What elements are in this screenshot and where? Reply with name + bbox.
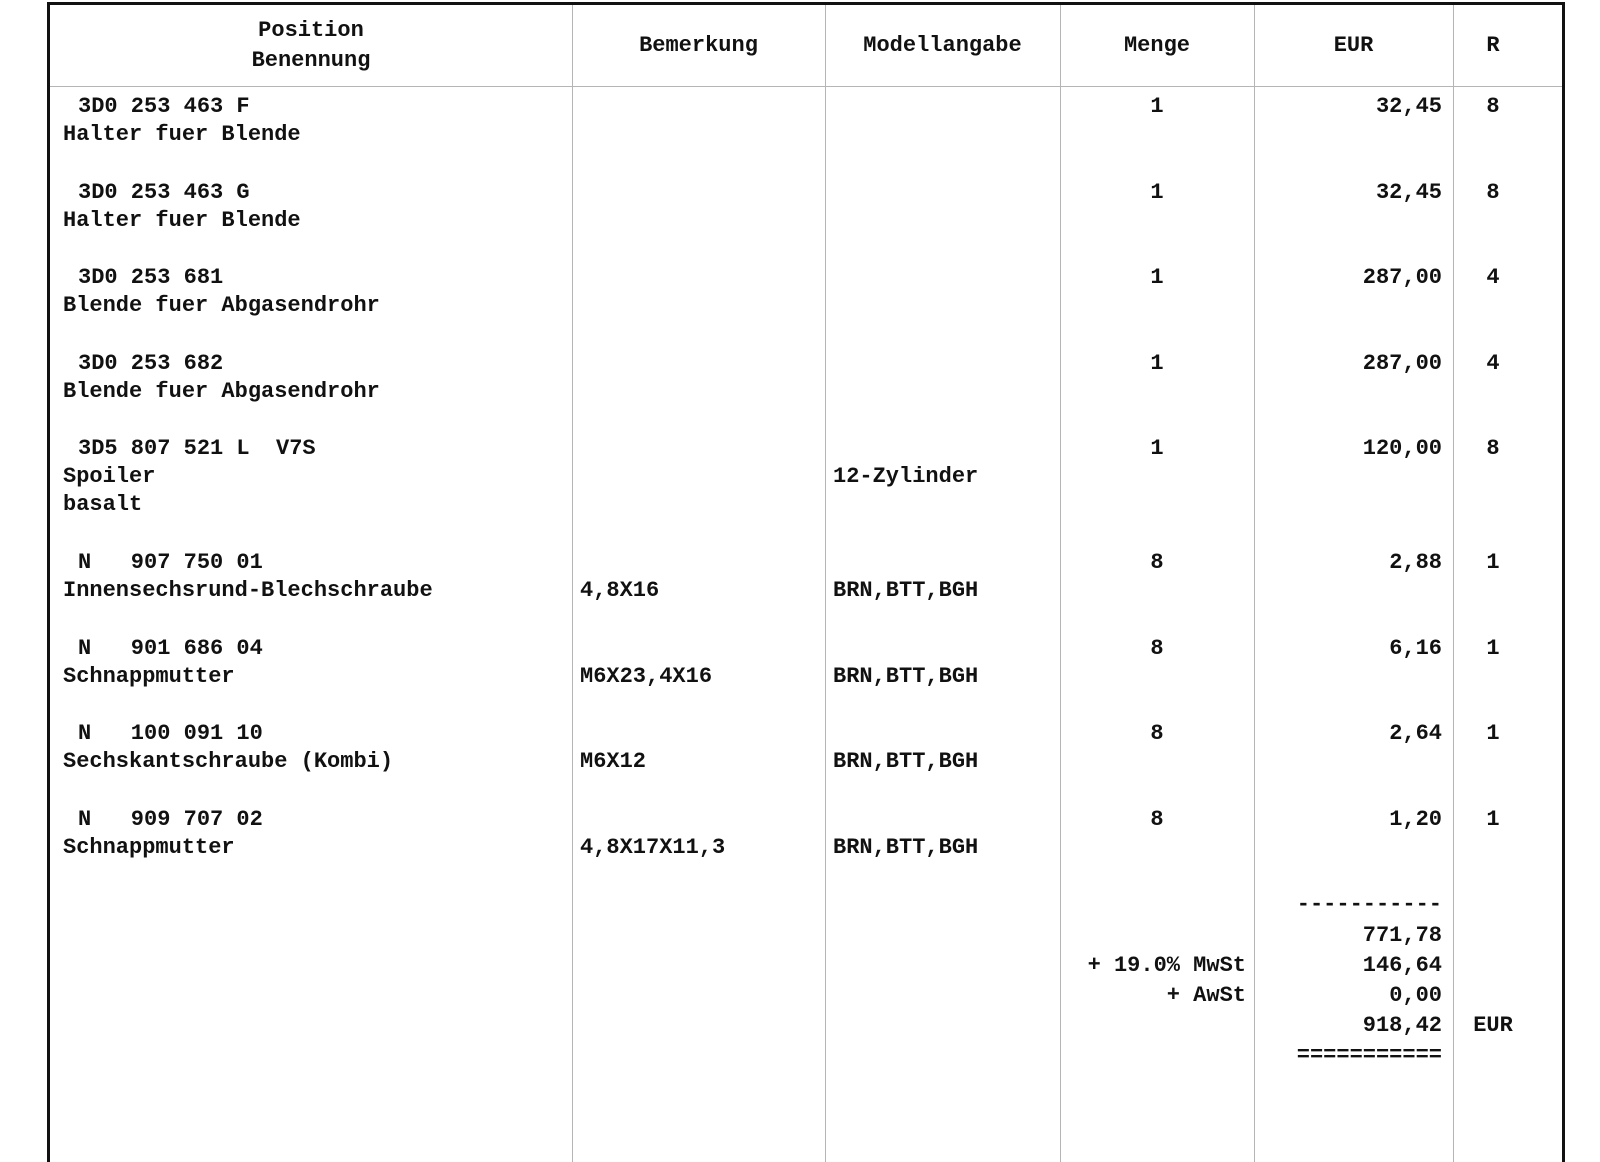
price: 6,16 — [1389, 636, 1442, 661]
r-code: 1 — [1486, 721, 1500, 746]
remark: M6X23,4X16 — [580, 664, 713, 689]
r-code: 8 — [1486, 180, 1500, 205]
awst-label: + AwSt — [1166, 983, 1246, 1008]
model-info: BRN,BTT,BGH — [833, 578, 979, 603]
column-divider — [825, 5, 826, 1162]
header-modellangabe: Modellangabe — [863, 32, 1022, 58]
price: 120,00 — [1362, 436, 1442, 461]
grand-total: 918,42 — [1362, 1013, 1442, 1038]
awst-amount: 0,00 — [1389, 983, 1442, 1008]
part-name: Halter fuer Blende — [63, 122, 301, 147]
part-name: Blende fuer Abgasendrohr — [63, 379, 380, 404]
part-number: 3D0 253 681 — [78, 265, 224, 290]
part-number: N 901 686 04 — [78, 636, 263, 661]
quantity: 1 — [1150, 180, 1164, 205]
invoice-table — [47, 2, 1565, 1162]
r-code: 4 — [1486, 265, 1500, 290]
price: 2,88 — [1389, 550, 1442, 575]
part-name: Spoiler — [63, 464, 156, 489]
price: 32,45 — [1375, 180, 1442, 205]
r-code: 8 — [1486, 94, 1500, 119]
subtotal: 771,78 — [1362, 923, 1442, 948]
price: 287,00 — [1362, 265, 1442, 290]
model-info: BRN,BTT,BGH — [833, 749, 979, 774]
r-code: 1 — [1486, 550, 1500, 575]
price: 287,00 — [1362, 351, 1442, 376]
header-menge: Menge — [1123, 32, 1190, 58]
model-info: 12-Zylinder — [833, 464, 979, 489]
header-position-benennung — [50, 5, 572, 86]
total-currency: EUR — [1473, 1013, 1513, 1038]
header-r: R — [1486, 32, 1500, 58]
part-name: Blende fuer Abgasendrohr — [63, 293, 380, 318]
quantity: 8 — [1150, 636, 1164, 661]
part-number: 3D5 807 521 L V7S — [78, 436, 316, 461]
r-code: 8 — [1486, 436, 1500, 461]
part-number: 3D0 253 682 — [78, 351, 224, 376]
total-separator-bottom: =========== — [1296, 1043, 1442, 1068]
part-name: Schnappmutter — [63, 664, 235, 689]
remark: 4,8X16 — [580, 578, 660, 603]
quantity: 8 — [1150, 721, 1164, 746]
r-code: 4 — [1486, 351, 1500, 376]
part-color: basalt — [63, 492, 143, 517]
r-code: 1 — [1486, 636, 1500, 661]
vat-label: + 19.0% MwSt — [1087, 953, 1246, 978]
part-number: N 100 091 10 — [78, 721, 263, 746]
quantity: 1 — [1150, 351, 1164, 376]
part-number: 3D0 253 463 F — [78, 94, 250, 119]
quantity: 1 — [1150, 94, 1164, 119]
part-number: N 909 707 02 — [78, 807, 263, 832]
total-separator-top: ----------- — [1296, 892, 1442, 917]
r-code: 1 — [1486, 807, 1500, 832]
part-name: Sechskantschraube (Kombi) — [63, 749, 394, 774]
column-divider — [572, 5, 573, 1162]
header-divider — [50, 86, 1562, 87]
header-benennung: Benennung — [251, 47, 371, 73]
vat-amount: 146,64 — [1362, 953, 1442, 978]
price: 32,45 — [1375, 94, 1442, 119]
quantity: 8 — [1150, 807, 1164, 832]
header-bemerkung: Bemerkung — [639, 32, 758, 58]
quantity: 8 — [1150, 550, 1164, 575]
model-info: BRN,BTT,BGH — [833, 835, 979, 860]
price: 2,64 — [1389, 721, 1442, 746]
part-name: Halter fuer Blende — [63, 208, 301, 233]
header-eur: EUR — [1333, 32, 1374, 58]
part-name: Innensechsrund-Blechschraube — [63, 578, 433, 603]
remark: 4,8X17X11,3 — [580, 835, 726, 860]
part-number: 3D0 253 463 G — [78, 180, 250, 205]
model-info: BRN,BTT,BGH — [833, 664, 979, 689]
header-position: Position — [258, 17, 364, 43]
price: 1,20 — [1389, 807, 1442, 832]
part-name: Schnappmutter — [63, 835, 235, 860]
remark: M6X12 — [580, 749, 647, 774]
part-number: N 907 750 01 — [78, 550, 263, 575]
quantity: 1 — [1150, 436, 1164, 461]
quantity: 1 — [1150, 265, 1164, 290]
